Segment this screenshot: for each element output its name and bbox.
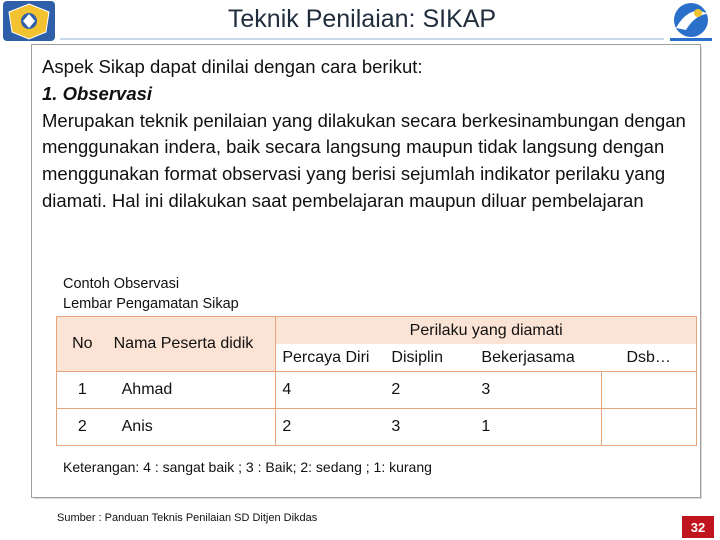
subheader-disiplin: Disiplin	[391, 348, 443, 366]
subheader-bekerjasama: Bekerjasama	[481, 348, 575, 366]
header-group: Perilaku yang diamati	[276, 317, 697, 345]
description-paragraph: Merupakan teknik penilaian yang dilakukan secara berkesinambungan dengan menggunakan indera, baik secara langsung maupun tidak langsung dengan menggunakan format observasi yang berisi sejumlah indikator perilaku yang diamati. Hal ini dilakukan saat pembelajaran maupun diluar pembelajaran	[42, 109, 686, 211]
example-caption	[63, 274, 239, 314]
cell-name: Anis	[108, 409, 276, 446]
cell-name: Ahmad	[108, 372, 276, 409]
body-text	[42, 54, 692, 215]
cell-disiplin: 3	[385, 409, 475, 446]
title-divider	[60, 38, 664, 40]
subheader-dsb: Dsb…	[601, 344, 696, 372]
tut-wuri-handayani-logo-icon	[2, 0, 56, 42]
cell-percaya-diri: 4	[276, 372, 386, 409]
subheader-percaya-diri: Percaya Diri	[282, 348, 370, 366]
content-box	[31, 44, 701, 498]
cell-dsb	[601, 409, 696, 446]
page-title: Teknik Penilaian: SIKAP	[227, 4, 497, 33]
ministry-logo-icon	[664, 0, 718, 44]
table-row	[57, 409, 697, 446]
cell-bekerjasama: 1	[475, 409, 601, 446]
cell-no: 2	[57, 409, 108, 446]
cell-disiplin: 2	[385, 372, 475, 409]
header-no: No	[57, 317, 108, 372]
example-title: Contoh Observasi	[63, 276, 180, 292]
observation-table	[56, 316, 697, 446]
source-citation: Sumber : Panduan Teknis Penilaian SD Ditjen Dikdas	[57, 512, 318, 524]
cell-dsb	[601, 372, 696, 409]
header-name: Nama Peserta didik	[108, 317, 276, 372]
section-heading: 1. Observasi	[42, 82, 153, 104]
rating-legend: Keterangan: 4 : sangat baik ; 3 : Baik; 2: sedang ; 1: kurang	[63, 459, 432, 475]
table-row	[57, 372, 697, 409]
page-number-badge: 32	[682, 516, 714, 538]
example-subtitle: Lembar Pengamatan Sikap	[63, 296, 239, 312]
cell-percaya-diri: 2	[276, 409, 386, 446]
cell-no: 1	[57, 372, 108, 409]
intro-text: Aspek Sikap dapat dinilai dengan cara berikut:	[42, 56, 423, 77]
cell-bekerjasama: 3	[475, 372, 601, 409]
